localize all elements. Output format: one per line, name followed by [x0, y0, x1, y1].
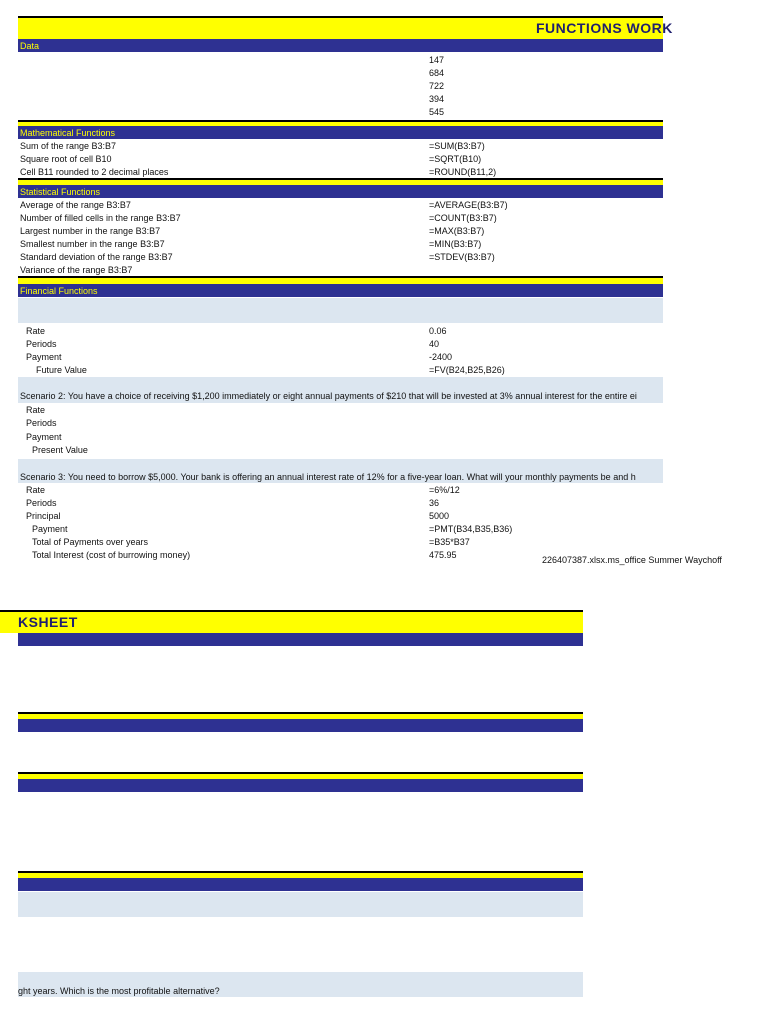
s3-row-value: 475.95: [429, 550, 457, 560]
scenario-2-text: Scenario 2: You have a choice of receiving $1,200 immediately or eight annual payments of $210 that will be invested at 3% annual interest for the entire ei: [20, 391, 637, 401]
math-row-label: Square root of cell B10: [20, 154, 112, 164]
s1-row-value: =FV(B24,B25,B26): [429, 365, 505, 375]
s3-row-label: Payment: [32, 524, 68, 534]
stat-row-value: =AVERAGE(B3:B7): [429, 200, 508, 210]
s1-row-value: 0.06: [429, 326, 447, 336]
stat-row-value: =MIN(B3:B7): [429, 239, 482, 249]
worksheet-title: FUNCTIONS WORK: [536, 20, 673, 36]
data-value: 147: [429, 55, 445, 65]
s1-row-label: Periods: [26, 339, 57, 349]
math-row-label: Sum of the range B3:B7: [20, 141, 117, 151]
math-row-value: =SUM(B3:B7): [429, 141, 485, 151]
stat-row-label: Number of filled cells in the range B3:B7: [20, 213, 181, 223]
p2-math-rule: [18, 712, 583, 714]
stat-row-value: =STDEV(B3:B7): [429, 252, 495, 262]
s3-row-label: Principal: [26, 511, 61, 521]
s1-row-value: -2400: [429, 352, 453, 362]
scenario-1-band: [18, 298, 663, 323]
s3-row-value: =B35*B37: [429, 537, 470, 547]
stat-row-label: Variance of the range B3:B7: [20, 265, 133, 275]
stat-row-label: Largest number in the range B3:B7: [20, 226, 161, 236]
p2-fin-header: [18, 878, 583, 891]
s3-row-label: Total of Payments over years: [32, 537, 149, 547]
math-header-label: Mathematical Functions: [20, 128, 116, 138]
s1-row-label: Rate: [26, 326, 46, 336]
p2-scenario-2-text: ght years. Which is the most profitable alternative?: [18, 986, 220, 996]
s3-row-value: =PMT(B34,B35,B36): [429, 524, 513, 534]
fin-header: [18, 284, 663, 297]
p2-title-bar: [0, 610, 583, 633]
s3-row-label: Periods: [26, 498, 57, 508]
p2-title: KSHEET: [18, 614, 78, 630]
data-value: 545: [429, 107, 445, 117]
s3-row-value: 5000: [429, 511, 450, 521]
page-footer: 226407387.xlsx.ms_office Summer Waychoff: [542, 555, 722, 565]
math-row-value: =ROUND(B11,2): [429, 167, 497, 177]
p2-scenario-1-band: [18, 892, 583, 917]
worksheet-page-2: [0, 600, 768, 1024]
stat-row-label: Average of the range B3:B7: [20, 200, 131, 210]
s3-row-value: =6%/12: [429, 485, 460, 495]
p2-math-header: [18, 719, 583, 732]
stat-section-rule: [18, 178, 663, 180]
fin-header-label: Financial Functions: [20, 286, 98, 296]
math-row-label: Cell B11 rounded to 2 decimal places: [20, 167, 169, 177]
s1-row-label: Payment: [26, 352, 62, 362]
math-row-value: =SQRT(B10): [429, 154, 482, 164]
data-value: 684: [429, 68, 445, 78]
s1-row-value: 40: [429, 339, 440, 349]
s2-row-label: Rate: [26, 405, 46, 415]
p2-stat-header: [18, 779, 583, 792]
s2-row-label: Present Value: [32, 445, 88, 455]
s2-row-label: Payment: [26, 432, 62, 442]
stat-row-value: =COUNT(B3:B7): [429, 213, 497, 223]
data-header-label: Data: [20, 41, 40, 51]
data-value: 394: [429, 94, 445, 104]
math-section-rule: [18, 120, 663, 122]
p2-data-header: [18, 633, 583, 646]
stat-header: [18, 185, 663, 198]
title-bar-rule: [18, 16, 663, 18]
p2-title-rule: [0, 610, 583, 612]
p2-stat-rule: [18, 772, 583, 774]
stat-row-label: Smallest number in the range B3:B7: [20, 239, 165, 249]
stat-header-label: Statistical Functions: [20, 187, 101, 197]
p2-fin-rule: [18, 871, 583, 873]
data-header: [18, 39, 663, 52]
s3-row-label: Total Interest (cost of burrowing money): [32, 550, 191, 560]
scenario-3-text: Scenario 3: You need to borrow $5,000. Your bank is offering an annual interest rate of 12% for a five-year loan. What will your monthly payments be and h: [20, 472, 636, 482]
s3-row-label: Rate: [26, 485, 46, 495]
s1-row-label: Future Value: [36, 365, 87, 375]
s3-row-value: 36: [429, 498, 440, 508]
s2-row-label: Periods: [26, 418, 57, 428]
data-value: 722: [429, 81, 445, 91]
stat-row-value: =MAX(B3:B7): [429, 226, 485, 236]
stat-row-label: Standard deviation of the range B3:B7: [20, 252, 173, 262]
fin-section-rule: [18, 276, 663, 278]
